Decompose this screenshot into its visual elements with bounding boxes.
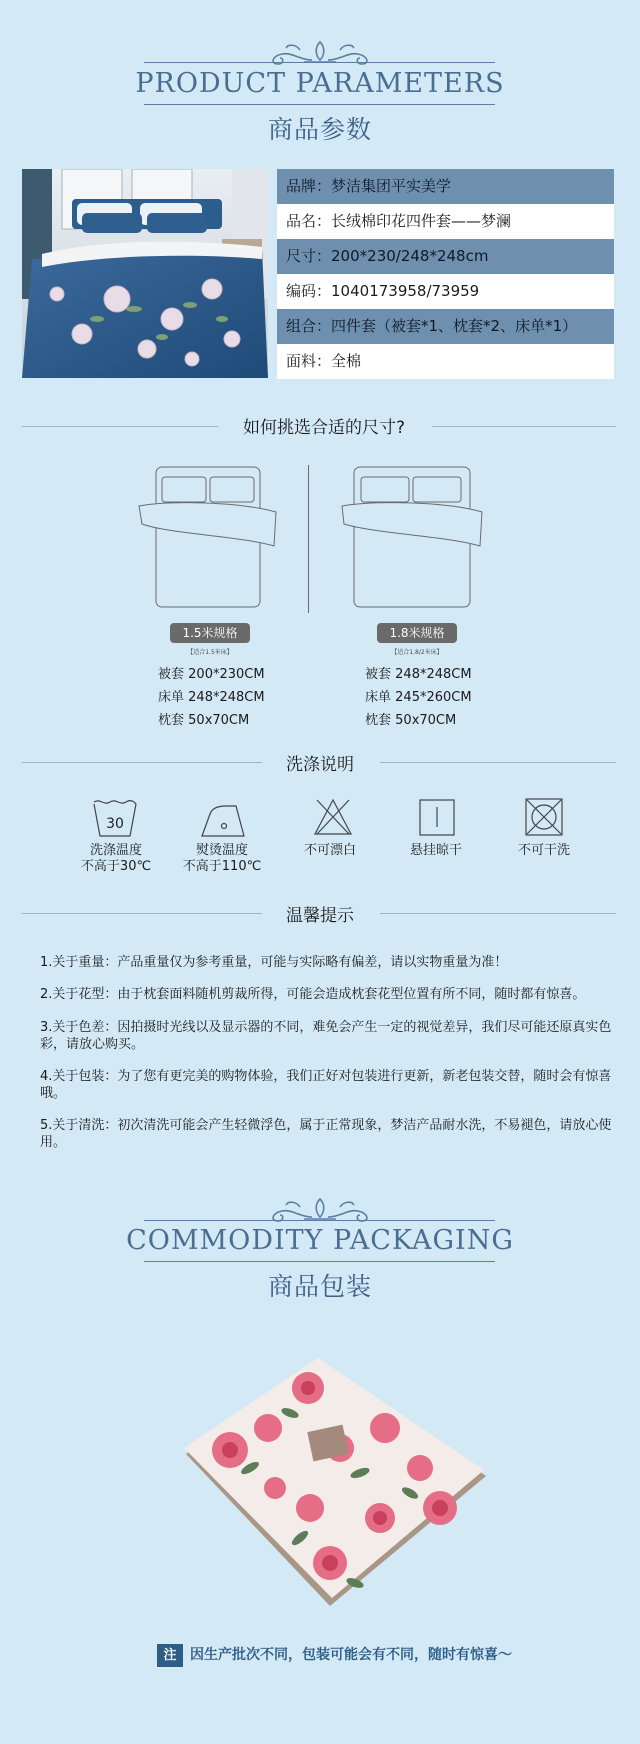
- divider-line: [380, 762, 616, 763]
- spec-1-5m-sheet: 床单 248*248CM: [158, 690, 265, 705]
- param-row-size: 尺寸：200*230/248*248cm: [277, 239, 614, 274]
- wash-title: 洗涤说明: [286, 755, 354, 775]
- divider-line: [22, 762, 262, 763]
- header-rule: [144, 1261, 495, 1262]
- iron-icon: [198, 800, 248, 838]
- hang-dry-icon: [419, 799, 455, 836]
- svg-text:30: 30: [106, 816, 124, 832]
- packaging-note: 因生产批次不同，包装可能会有不同，随时有惊喜～: [190, 1647, 512, 1663]
- wash-30-icon: [92, 798, 138, 838]
- tip-weight: 1.关于重量：产品重量仅为参考重量，可能与实际略有偏差，请以实物重量为准！: [40, 955, 508, 970]
- wash-label-bleach: 不可漂白: [303, 843, 356, 858]
- divider-line: [22, 426, 218, 427]
- spec-1-8m-duvet: 被套 248*248CM: [365, 667, 472, 682]
- note-badge: 注: [157, 1644, 183, 1667]
- divider-line: [22, 913, 262, 914]
- param-row-name: 品名：长绒棉印花四件套——梦澜: [277, 204, 614, 239]
- divider-line: [432, 426, 616, 427]
- spec-1-8m-pillow: 枕套 50x70CM: [365, 713, 457, 728]
- wash-label-dryclean: 不可干洗: [517, 843, 570, 858]
- packaging-title-en: COMMODITY PACKAGING: [126, 1225, 514, 1256]
- tip-package: 4.关于包装：为了您有更完美的购物体验，我们正好对包装进行更新，新老包装交替，随时会有惊喜哦。: [40, 1069, 612, 1101]
- wash-label-hang: 悬挂晾干: [409, 843, 462, 858]
- bed-1-5m-icon: [130, 462, 280, 612]
- ornament-icon: [0, 38, 640, 68]
- param-row-set: 组合：四件套（被套*1、枕套*2、床单*1）: [277, 309, 614, 344]
- header-rule: [144, 104, 495, 105]
- size-note-1-5m: 【适合1.5米床】: [187, 649, 233, 656]
- tips-title: 温馨提示: [286, 906, 354, 926]
- wash-label-iron: 熨烫温度 不高于110℃: [182, 843, 262, 874]
- spec-1-5m-pillow: 枕套 50x70CM: [158, 713, 250, 728]
- package-box-image: [180, 1358, 490, 1608]
- bed-1-8m-icon: [328, 462, 484, 612]
- parameters-title-en: PRODUCT PARAMETERS: [135, 68, 505, 99]
- spec-1-8m-sheet: 床单 245*260CM: [365, 690, 472, 705]
- param-row-code: 编码：1040173958/73959: [277, 274, 614, 309]
- size-guide-title: 如何挑选合适的尺寸?: [242, 418, 406, 438]
- spec-1-5m-duvet: 被套 200*230CM: [158, 667, 265, 682]
- param-row-fabric: 面料：全棉: [277, 344, 614, 379]
- param-row-brand: 品牌：梦洁集团平实美学: [277, 169, 614, 204]
- product-photo: [22, 169, 268, 378]
- tip-color: 3.关于色差：因拍摄时光线以及显示器的不同，难免会产生一定的视觉差异，我们尽可能还原真实色彩，请放心购买。: [40, 1020, 612, 1052]
- no-bleach-icon: [313, 798, 353, 836]
- header-rule: [144, 1220, 495, 1221]
- tip-pattern: 2.关于花型：由于枕套面料随机剪裁所得，可能会造成枕套花型位置有所不同，随时都有惊喜。: [40, 987, 586, 1002]
- divider-line: [380, 913, 616, 914]
- tip-wash: 5.关于清洗：初次清洗可能会产生轻微浮色，属于正常现象，梦洁产品耐水洗，不易褪色，请放心使用。: [40, 1118, 612, 1150]
- parameters-title-cn: 商品参数: [267, 115, 372, 144]
- no-dry-clean-icon: [525, 798, 563, 836]
- size-divider: [308, 465, 309, 613]
- size-badge-1-8m: 1.8米规格: [377, 623, 457, 643]
- packaging-title-cn: 商品包装: [267, 1272, 372, 1301]
- wash-label-temp: 洗涤温度 不高于30℃: [80, 843, 152, 874]
- size-badge-1-5m: 1.5米规格: [170, 623, 250, 643]
- size-note-1-8m: 【适合1.8/2米床】: [391, 649, 443, 656]
- header-rule: [144, 62, 495, 63]
